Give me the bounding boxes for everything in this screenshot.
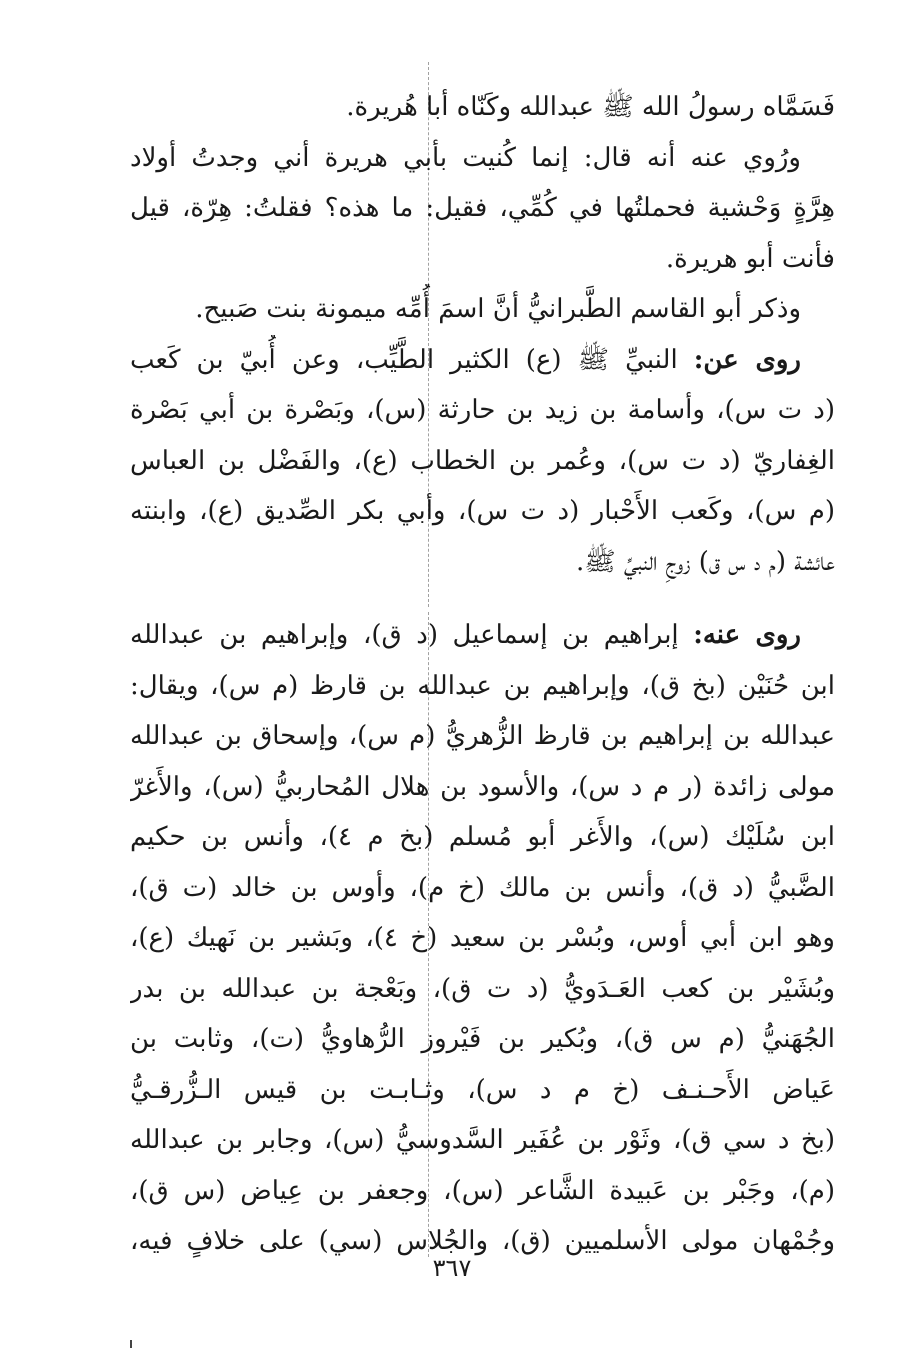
text-line: (م س)، وكَعب الأَحْبار (د ت س)، وأبي بكر الصِّديق (ع)، وابنته [130,496,835,526]
text-line: (م)، وجَبْر بن عَبيدة الشَّاعر (س)، وجعفر بن عِياض (س ق)، [130,1175,835,1206]
text-block-upper [130,82,835,587]
text-line: الضَّبيُّ (د ق)، وأنس بن مالك (خ م)، وأوس بن خالد (ت ق)، [130,872,835,903]
text-line-segment: النبيِّ ﷺ (ع) الكثير الطَّيِّب، وعن أُبيّ بن كَعب [130,344,694,375]
text-line: وذكر أبو القاسم الطَّبرانيُّ أنَّ اسمَ أُمِّه ميمونة بنت صَبيح. [195,294,801,324]
text-line: مولى زائدة (ر م د س)، والأسود بن هلال المُحاربيُّ (س)، والأَغرّ [130,771,835,802]
text-line: (بخ د سي ق)، وثَوْر بن عُفَير السَّدوسيُّ (س)، وجابر بن عبدالله [130,1125,835,1155]
text-line: وبُشَيْر بن كعب العَـدَويُّ (د ت ق)، وبَعْجة بن عبدالله بن بدر [130,973,835,1004]
text-line: الجُهَنيُّ (م س ق)، وبُكير بن فَيْروز الرُّهاويُّ (ت)، وثابت بن [130,1024,835,1054]
page-number: ٣٦٧ [432,1254,472,1282]
text-line: ابن سُلَيْك (س)، والأَغر أبو مُسلم (بخ م ٤)، وأنس بن حكيم [130,822,835,852]
text-line: عائشة (م د س ق) زوجِ النبيِّ ﷺ. [575,546,835,577]
text-line: فأنت أبو هريرة. [665,243,835,274]
text-line-segment: إبراهيم بن إسماعيل (د ق)، وإبراهيم بن عبدالله [130,620,694,650]
text-line: (د ت س)، وأسامة بن زيد بن حارثة (س)، وبَصْرة بن أبي بَصْرة [130,395,835,425]
text-line: الغِفاريّ (د ت س)، وعُمر بن الخطاب (ع)، والفَضْل بن العباس [130,445,835,476]
text-line: هِرَّةٍ وَحْشية فحملتُها في كُمِّي، فقيل: ما هذه؟ فقلتُ: هِرّة، قيل [130,193,835,223]
scan-mark [130,1340,132,1348]
narrated-from-first-line [130,335,835,386]
text-line: عبدالله بن إبراهيم بن قارظ الزُّهريُّ (م س)، وإسحاق بن عبدالله [130,721,835,751]
text-line: وهو ابن أبي أوس، وبُسْر بن سعيد (خ ٤)، وبَشير بن نَهيك (ع)، [130,923,835,953]
text-line: عَياض الأَحـنـف (خ م د س)، وثـابـت بن قيس الـزُّرقـيُّ [130,1074,835,1105]
text-line: فَسَمَّاه رسولُ الله ﷺ عبدالله وكَنّاه أبا هُريرة. [346,92,835,122]
narrated-from-heading: روى عن: [693,344,801,375]
text-block-lower [130,610,835,1267]
text-line: وجُمْهان مولى الأسلميين (ق)، والجُلاس (سي) على خلافٍ فيه، [130,1226,835,1256]
text-line: ورُوي عنه أنه قال: إنما كُنيت بأبي هريرة أني وجدتُ أولاد [130,142,801,173]
narrated-by-first-line [130,610,835,661]
text-line: ابن حُنَيْن (بخ ق)، وإبراهيم بن عبدالله بن قارظ (م س)، ويقال: [130,670,835,701]
narrated-by-heading: روى عنه: [693,620,801,650]
